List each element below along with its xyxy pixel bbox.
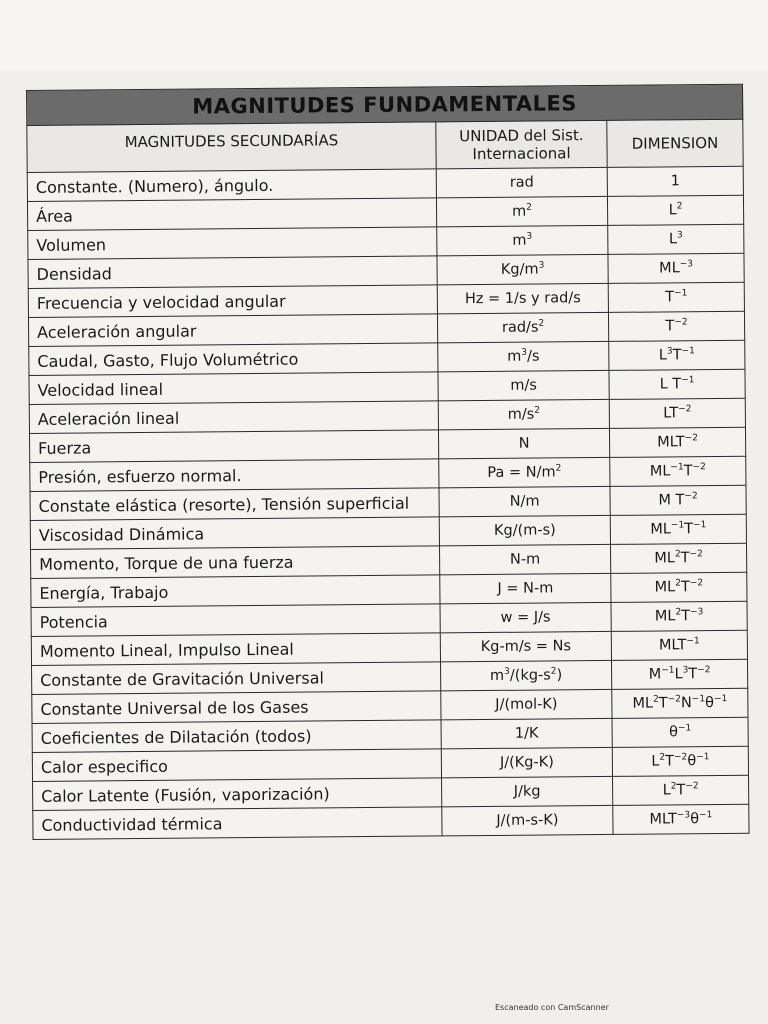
unit-cell: $m/s^2$ — [438, 399, 609, 429]
magnitude-cell: Calor Latente (Fusión, vaporización) — [33, 778, 442, 811]
magnitude-cell: Constante Universal de los Gases — [32, 691, 441, 724]
dimension-cell: $L^2$ — [607, 195, 743, 225]
unit-cell: J/(m-s-K) — [442, 805, 613, 835]
dimension-cell: $ML^2T^{-2}$ — [610, 543, 746, 573]
magnitude-cell: Coeficientes de Dilatación (todos) — [32, 720, 441, 753]
magnitude-cell: Constate elástica (resorte), Tensión superficial — [30, 488, 439, 521]
magnitude-cell: Área — [27, 198, 436, 231]
unit-cell: $m^3/s$ — [438, 341, 609, 371]
magnitudes-table — [26, 84, 750, 840]
magnitude-cell: Momento Lineal, Impulso Lineal — [31, 633, 440, 666]
dimension-cell: $T^{-2}$ — [608, 311, 744, 341]
dimension-cell: $ML^2T^{-2}N^{-1}\theta^{-1}$ — [612, 688, 748, 718]
unit-cell: Hz = 1/s y rad/s — [437, 283, 608, 313]
table-row — [33, 804, 749, 839]
unit-cell: N/m — [439, 486, 610, 516]
magnitudes-table-document — [26, 84, 749, 840]
dimension-cell: $ML^{-1}T^{-2}$ — [610, 456, 746, 486]
dimension-cell: $M^{-1}L^3T^{-2}$ — [612, 659, 748, 689]
magnitude-cell: Viscosidad Dinámica — [30, 517, 439, 550]
dimension-cell: $ML^2T^{-3}$ — [611, 601, 747, 631]
unit-cell: $m^3/(kg-s^2)$ — [441, 660, 612, 690]
dimension-cell: $L^3T^{-1}$ — [609, 340, 745, 370]
magnitude-cell: Energía, Trabajo — [31, 575, 440, 608]
dimension-cell: $MLT^{-3}\theta^{-1}$ — [613, 804, 749, 834]
table-body — [27, 166, 749, 839]
dimension-cell: $ML^{-3}$ — [608, 253, 744, 283]
magnitude-cell: Aceleración lineal — [29, 401, 438, 434]
unit-cell: J/(mol-K) — [441, 689, 612, 719]
dimension-cell: 1 — [607, 166, 743, 196]
dimension-cell: L $T^{-1}$ — [609, 369, 745, 399]
magnitude-cell: Potencia — [31, 604, 440, 637]
dimension-cell: $L^3$ — [608, 224, 744, 254]
scanner-footer: Escaneado con CamScanner — [495, 1003, 609, 1012]
unit-cell: $m^3$ — [437, 225, 608, 255]
header-dimension: DIMENSION — [607, 119, 743, 167]
magnitude-cell: Densidad — [28, 256, 437, 289]
dimension-cell: $\theta^{-1}$ — [612, 717, 748, 747]
header-magnitude: MAGNITUDES SECUNDARÍAS — [27, 122, 436, 173]
magnitude-cell: Momento, Torque de una fuerza — [31, 546, 440, 579]
page-top-margin — [0, 0, 768, 70]
unit-cell: $Kg/m^3$ — [437, 254, 608, 284]
unit-cell: rad/$s^2$ — [437, 312, 608, 342]
dimension-cell: M $T^{-2}$ — [610, 485, 746, 515]
unit-cell: w = J/s — [440, 602, 611, 632]
unit-cell: $Pa = N/m^2$ — [439, 457, 610, 487]
unit-cell: J = N-m — [440, 573, 611, 603]
magnitude-cell: Volumen — [28, 227, 437, 260]
magnitude-cell: Fuerza — [29, 430, 438, 463]
unit-cell: rad — [436, 167, 607, 197]
table-title: MAGNITUDES FUNDAMENTALES — [27, 84, 743, 125]
dimension-cell: $L^2T^{-2}\theta^{-1}$ — [612, 746, 748, 776]
dimension-cell: $MLT^{-1}$ — [611, 630, 747, 660]
unit-cell: 1/K — [441, 718, 612, 748]
unit-cell: m/s — [438, 370, 609, 400]
magnitude-cell: Constante. (Numero), ángulo. — [27, 169, 436, 202]
magnitude-cell: Constante de Gravitación Universal — [32, 662, 441, 695]
unit-cell: N-m — [439, 544, 610, 574]
unit-cell: J/kg — [442, 776, 613, 806]
dimension-cell: $T^{-1}$ — [608, 282, 744, 312]
unit-cell: N — [438, 428, 609, 458]
dimension-cell: $ML^{-1}T^{-1}$ — [610, 514, 746, 544]
magnitude-cell: Calor especifico — [32, 749, 441, 782]
magnitude-cell: Conductividad térmica — [33, 807, 442, 840]
dimension-cell: $ML^2T^{-2}$ — [611, 572, 747, 602]
magnitude-cell: Frecuencia y velocidad angular — [28, 285, 437, 318]
dimension-cell: $L^2T^{-2}$ — [613, 775, 749, 805]
unit-cell: $m^2$ — [436, 196, 607, 226]
unit-cell: Kg/(m-s) — [439, 515, 610, 545]
magnitude-cell: Aceleración angular — [28, 314, 437, 347]
unit-cell: J/(Kg-K) — [441, 747, 612, 777]
magnitude-cell: Presión, esfuerzo normal. — [30, 459, 439, 492]
dimension-cell: $LT^{-2}$ — [609, 398, 745, 428]
unit-cell: Kg-m/s = Ns — [440, 631, 611, 661]
dimension-cell: $MLT^{-2}$ — [609, 427, 745, 457]
magnitude-cell: Caudal, Gasto, Flujo Volumétrico — [29, 343, 438, 376]
header-unit: UNIDAD del Sist. Internacional — [436, 120, 607, 168]
magnitude-cell: Velocidad lineal — [29, 372, 438, 405]
